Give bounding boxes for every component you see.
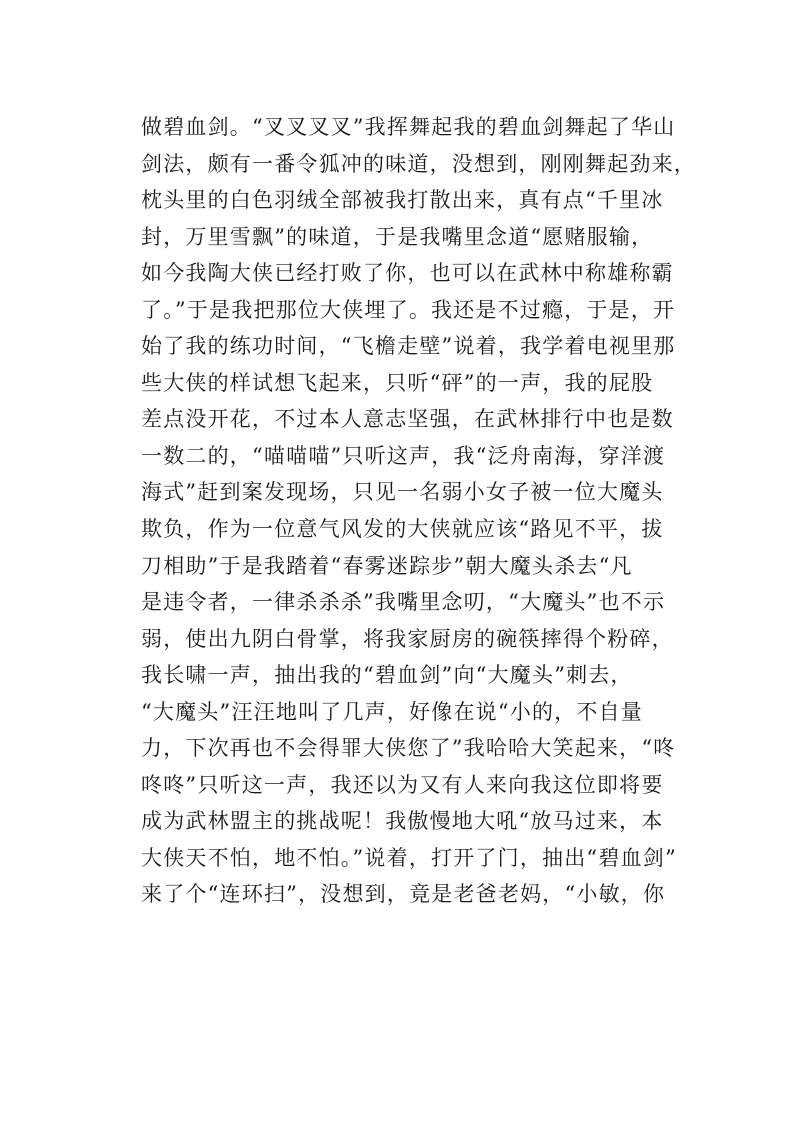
text-line: 是违令者，一律杀杀杀”我嘴里念叨，“大魔头”也不示 — [141, 590, 666, 615]
text-line: 刀相助”于是我踏着“春雾迷踪步”朝大魔头杀去“凡 — [141, 553, 633, 578]
text-line: 海式”赶到案发现场，只见一名弱小女子被一位大魔头 — [141, 480, 664, 505]
text-line: 始了我的练功时间，“飞檐走壁”说着，我学着电视里那 — [141, 334, 676, 359]
text-line: 些大侠的样试想飞起来，只听“砰”的一声，我的屁股 — [141, 370, 654, 395]
text-line: 封，万里雪飘”的味道，于是我嘴里念道“愿赌服输， — [141, 224, 654, 249]
text-line: 咚咚”只听这一声，我还以为又有人来向我这位即将要 — [141, 772, 664, 797]
essay-text — [141, 109, 696, 913]
text-line: 弱，使出九阴白骨掌，将我家厨房的碗筷摔得个粉碎， — [141, 626, 674, 651]
text-line: 如今我陶大侠已经打败了你，也可以在武林中称雄称霸 — [141, 261, 674, 286]
text-line: 了。”于是我把那位大侠埋了。我还是不过瘾，于是，开 — [141, 297, 676, 322]
text-line: 成为武林盟主的挑战呢！我傲慢地大吼“放马过来，本 — [141, 809, 664, 834]
text-line: 欺负，作为一位意气风发的大侠就应该“路见不平，拔 — [141, 517, 664, 542]
text-line: 我长啸一声，抽出我的“碧血剑”向“大魔头”刺去， — [141, 663, 633, 688]
text-line: 来了个“连环扫”，没想到，竟是老爸老妈，“小敏，你 — [141, 882, 666, 907]
text-line: 做碧血剑。“叉叉叉叉”我挥舞起我的碧血剑舞起了华山 — [141, 115, 676, 139]
text-line: 一数二的，“喵喵喵”只听这声，我“泛舟南海，穿洋渡 — [141, 443, 666, 468]
text-line: 力，下次再也不会得罪大侠您了”我哈哈大笑起来，“咚 — [141, 736, 676, 761]
text-line: 大侠天不怕，地不怕。”说着，打开了门，抽出“碧血剑” — [141, 845, 677, 870]
text-line: 枕头里的白色羽绒全部被我打散出来，真有点“千里冰 — [141, 188, 664, 213]
text-line: “大魔头”汪汪地叫了几声，好像在说“小的，不自量 — [141, 699, 644, 724]
text-line: 剑法，颇有一番令狐冲的味道，没想到，刚刚舞起劲来， — [141, 151, 696, 176]
text-line: 差点没开花，不过本人意志坚强，在武林排行中也是数 — [141, 407, 674, 432]
